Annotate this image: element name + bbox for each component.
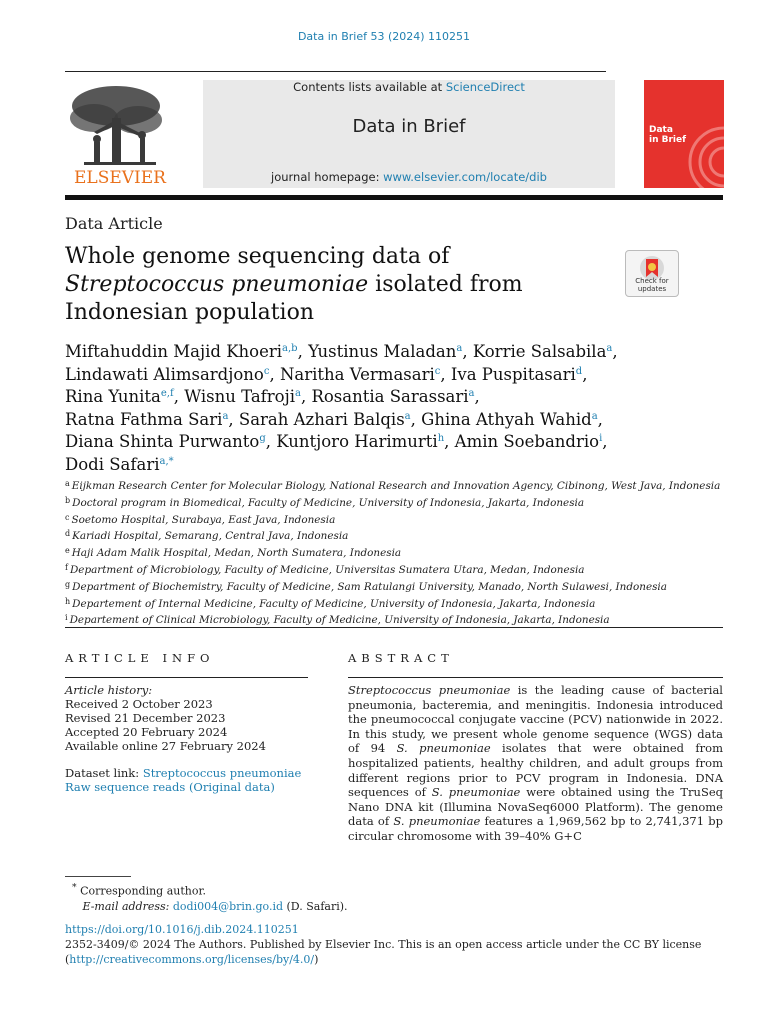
abstract-species-name: S. pneumoniae	[431, 785, 521, 800]
abstract-species-name: Streptococcus pneumoniae	[348, 683, 511, 697]
affiliation-text: Departement of Internal Medicine, Faculty of Medicine, University of Indonesia, Jakarta, Indonesia	[72, 597, 596, 610]
homepage-link[interactable]: www.elsevier.com/locate/dib	[383, 170, 547, 184]
doi-link[interactable]: https://doi.org/10.1016/j.dib.2024.110251	[65, 923, 299, 936]
affiliation-item	[65, 477, 725, 494]
author-affiliation-mark[interactable]: a	[591, 410, 598, 422]
masthead-rule	[65, 195, 723, 200]
header-rule	[65, 71, 606, 72]
affiliation-text: Doctoral program in Biomedical, Faculty of Medicine, University of Indonesia, Jakarta, Indonesia	[72, 496, 585, 509]
revised-date: Revised 21 December 2023	[65, 711, 226, 725]
affiliation-text: Departement of Clinical Microbiology, Faculty of Medicine, University of Indonesia, Jakarta, Indonesia	[69, 614, 610, 627]
article-type: Data Article	[65, 214, 163, 233]
article-info-rule	[65, 677, 308, 678]
available-date: Available online 27 February 2024	[65, 739, 266, 753]
journal-name: Data in Brief	[352, 116, 466, 137]
author-separator: ,	[612, 342, 618, 361]
affiliation-item	[65, 578, 725, 595]
author-affiliation-mark[interactable]: a	[456, 343, 463, 354]
author-name: Ghina Athyah Wahid	[421, 409, 592, 429]
author-name: Iva Puspitasari	[450, 364, 576, 384]
author-separator: ,	[582, 364, 588, 384]
elsevier-tree-icon	[64, 80, 176, 188]
author-name: Ratna Fathma Sari	[65, 409, 223, 429]
author-name: Korrie Salsabila	[472, 342, 607, 361]
affiliation-text: Haji Adam Malik Hospital, Medan, North Sumatera, Indonesia	[71, 547, 402, 560]
journal-cover[interactable]	[638, 80, 724, 188]
author	[451, 365, 588, 384]
title-line-3: Indonesian population	[65, 300, 315, 325]
email-label: E-mail address:	[82, 899, 173, 913]
crossmark-label: Check for updates	[635, 277, 669, 293]
author-separator: ,	[173, 387, 185, 406]
email-suffix: (D. Safari).	[283, 899, 348, 913]
author-name: Diana Shinta Purwanto	[65, 432, 260, 451]
affiliation-text: Department of Microbiology, Faculty of Medicine, Universitas Sumatera Utara, Medan, Indonesia	[69, 563, 585, 576]
author	[473, 342, 618, 361]
author-name: Yustinus Maladan	[308, 342, 457, 361]
affiliation-list	[65, 477, 725, 628]
footnote-rule	[65, 876, 131, 877]
contents-line	[203, 80, 615, 94]
dataset-link-species[interactable]: Streptococcus pneumoniae	[142, 766, 302, 780]
author	[65, 387, 184, 406]
author-separator: ,	[410, 409, 422, 429]
abstract-rule	[348, 677, 723, 678]
received-date: Received 2 October 2023	[65, 697, 213, 711]
affiliation-mark: g	[65, 579, 71, 589]
article-title	[65, 243, 585, 327]
dataset-links	[65, 766, 308, 794]
affiliation-text: Department of Biochemistry, Faculty of Medicine, Sam Ratulangi University, Manado, North Sulawesi, Indonesia	[72, 580, 667, 593]
author-name: Lindawati Alimsardjono	[65, 364, 264, 384]
author-name: Amin Soebandrio	[454, 432, 600, 451]
email-note	[65, 899, 348, 914]
abstract-text	[348, 683, 723, 844]
author	[65, 410, 239, 429]
corresponding-mark: *	[72, 882, 77, 893]
license-line	[65, 952, 725, 967]
dataset-label: Dataset link:	[65, 766, 143, 780]
author-name: Sarah Azhari Balqis	[238, 409, 405, 429]
corresponding-author-note	[65, 880, 348, 899]
author	[239, 410, 421, 429]
author	[65, 455, 174, 474]
author-affiliation-mark[interactable]: g	[259, 433, 266, 444]
affiliation-item	[65, 561, 725, 578]
title-line-2-rest: isolated from	[368, 272, 523, 297]
affiliation-item	[65, 511, 725, 528]
check-for-updates-button[interactable]	[625, 250, 679, 297]
author-affiliation-mark[interactable]: a	[468, 388, 475, 399]
author	[276, 432, 454, 451]
copyright-text: 2352-3409/© 2024 The Authors. Published by Elsevier Inc. This is an open access article under the CC BY license	[65, 938, 702, 951]
author-affiliation-mark[interactable]: c	[434, 365, 441, 377]
author-name: Miftahuddin Majid Khoeri	[65, 342, 283, 361]
publisher-wordmark: ELSEVIER	[74, 168, 166, 188]
author-affiliation-mark[interactable]: a	[404, 410, 411, 422]
affiliation-mark: e	[65, 546, 70, 556]
author-separator: ,	[602, 432, 608, 451]
affiliation-mark: a	[65, 479, 70, 488]
author-affiliation-mark[interactable]: a	[606, 343, 613, 354]
affiliation-mark: d	[65, 529, 71, 539]
cover-title-line-2: in Brief	[649, 135, 687, 145]
affiliation-mark: b	[65, 495, 71, 505]
author-affiliation-mark[interactable]: a	[222, 410, 229, 422]
author-name: Naritha Vermasari	[279, 364, 435, 384]
author-affiliation-mark[interactable]: h	[437, 433, 445, 444]
homepage-line	[203, 170, 615, 184]
author	[65, 432, 276, 451]
abstract-segment: features a 1,969,562 bp to 2,741,371 bp circular chromosome with 39–40% G+C	[348, 814, 723, 843]
author-affiliation-mark[interactable]: i	[599, 433, 603, 444]
license-open: (	[65, 953, 70, 966]
affiliation-item	[65, 544, 725, 561]
author-name: Kuntjoro Harimurti	[276, 432, 438, 451]
license-link[interactable]: http://creativecommons.org/licenses/by/4.0/	[69, 953, 315, 966]
author-affiliation-mark[interactable]: a	[294, 388, 301, 399]
affiliation-text: Eijkman Research Center for Molecular Biology, National Research and Innovation Agency, Cibinong, West Java, Indonesia	[71, 480, 721, 492]
author-name: Rosantia Sarassari	[311, 387, 469, 406]
affiliation-mark: c	[65, 512, 70, 522]
affiliation-mark: f	[65, 562, 68, 572]
affiliation-item	[65, 595, 725, 612]
history-label: Article history:	[65, 683, 153, 697]
author	[311, 387, 479, 406]
affiliation-mark: h	[65, 596, 71, 606]
author-affiliation-mark[interactable]: e,f	[160, 388, 174, 399]
title-line-1: Whole genome sequencing data of	[65, 244, 450, 269]
abstract-segment: isolates that were obtained from hospitalized patients, healthy children, and adult groups from different regions prior to PCV program in Indonesia. DNA sequences of	[348, 741, 724, 800]
author-separator: ,	[474, 387, 480, 406]
author-separator: ,	[440, 364, 451, 384]
author-name: Wisnu Tafroji	[184, 387, 295, 406]
author-separator: ,	[269, 364, 280, 384]
affiliation-item	[65, 611, 725, 628]
abstract-species-name: S. pneumoniae	[393, 814, 481, 829]
author	[184, 387, 311, 406]
abstract-segment: were obtained using the TruSeq Nano DNA kit (Illumina NovaSeq6000 Platform). The genome data of	[348, 785, 723, 829]
author	[455, 432, 608, 451]
cover-title-line-1: Data	[649, 125, 673, 135]
affiliation-text: Soetomo Hospital, Surabaya, East Java, Indonesia	[71, 513, 336, 526]
cover-title	[649, 125, 686, 145]
author-list	[65, 341, 725, 476]
title-line-2	[65, 271, 585, 299]
abstract-heading: ABSTRACT	[348, 651, 454, 665]
author-separator: ,	[444, 432, 455, 451]
dataset-line-1	[65, 766, 308, 780]
author	[308, 342, 473, 361]
sciencedirect-link[interactable]: ScienceDirect	[445, 80, 525, 94]
email-link[interactable]: dodi004@brin.go.id	[172, 899, 284, 913]
contents-prefix: Contents lists available at	[293, 80, 446, 94]
affiliations-rule	[65, 627, 723, 628]
journal-citation[interactable]: Data in Brief 53 (2024) 110251	[297, 30, 471, 43]
author-separator: ,	[228, 409, 239, 429]
homepage-prefix: journal homepage:	[271, 170, 384, 184]
title-species: Streptococcus pneumoniae	[65, 272, 369, 297]
author-separator: ,	[297, 342, 309, 361]
author-affiliation-mark[interactable]: a,b	[282, 343, 298, 354]
legal-block	[65, 922, 725, 967]
article-info-heading: ARTICLE INFO	[65, 651, 215, 665]
affiliation-mark: i	[65, 613, 68, 623]
footnotes	[65, 880, 348, 914]
abstract-species-name: S. pneumoniae	[396, 741, 491, 756]
abstract-segment: is the leading cause of bacterial pneumonia, bacteremia, and meningitis. Indonesia introduced the pneumococcal conjugate vaccine (PCV) nationwide in 2022. In this study, we present whole genome sequence (WGS) data of 94	[348, 683, 723, 756]
author-affiliation-mark[interactable]: c	[263, 365, 270, 377]
accepted-date: Accepted 20 February 2024	[65, 725, 228, 739]
author-affiliation-mark[interactable]: d	[575, 365, 583, 377]
author	[65, 365, 280, 384]
affiliation-item	[65, 527, 725, 544]
affiliation-item	[65, 494, 725, 511]
license-close: )	[314, 953, 319, 966]
article-history	[65, 683, 308, 753]
author-separator: ,	[597, 409, 603, 429]
author	[280, 365, 451, 384]
author-separator: ,	[265, 432, 277, 451]
author	[421, 410, 603, 429]
author-separator: ,	[300, 387, 312, 406]
author	[65, 342, 308, 361]
author-affiliation-mark[interactable]: a,*	[159, 455, 174, 467]
author-separator: ,	[462, 342, 473, 361]
author-name: Dodi Safari	[65, 454, 160, 474]
author-name: Rina Yunita	[65, 387, 161, 406]
elsevier-logo[interactable]	[64, 80, 176, 188]
dataset-link-raw-reads[interactable]: Raw sequence reads (Original data)	[65, 780, 275, 794]
corresponding-label: Corresponding author.	[80, 884, 207, 898]
affiliation-text: Kariadi Hospital, Semarang, Central Java, Indonesia	[72, 530, 349, 543]
